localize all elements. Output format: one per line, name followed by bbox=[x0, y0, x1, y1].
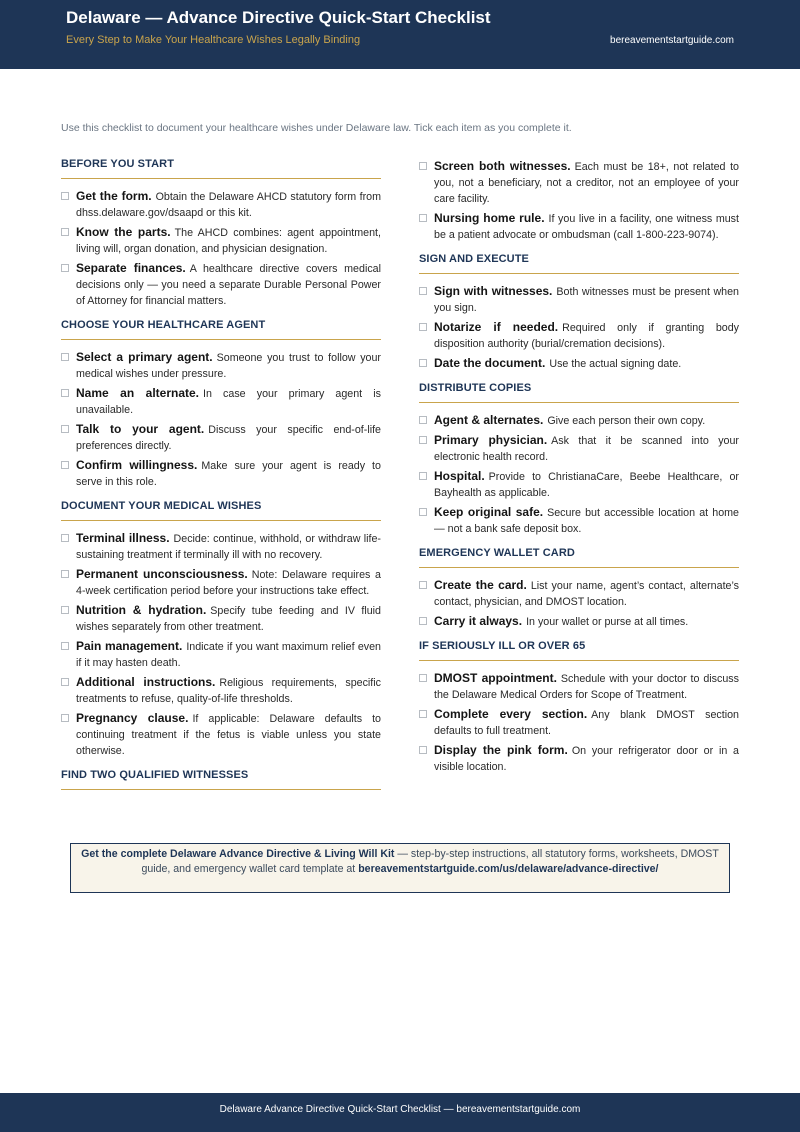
checkbox[interactable] bbox=[61, 461, 69, 469]
section-seriously-ill bbox=[419, 640, 739, 775]
item-label: Notarize if needed. bbox=[434, 320, 559, 334]
item-text: In your wallet or purse at all times. bbox=[526, 616, 689, 628]
item-label: Know the parts. bbox=[76, 225, 171, 239]
page-subtitle: Every Step to Make Your Healthcare Wishes Legally Binding bbox=[66, 34, 361, 46]
item-text: Give each person their own copy. bbox=[547, 415, 706, 427]
section-wallet-card bbox=[419, 547, 739, 630]
item-label: Primary physician. bbox=[434, 433, 548, 447]
item-text: Schedule with your doctor to discuss the Delaware Medical Orders for Scope of Treatment. bbox=[434, 673, 739, 701]
section-heading: DOCUMENT YOUR MEDICAL WISHES bbox=[61, 500, 381, 521]
item-label: Create the card. bbox=[434, 578, 527, 592]
item-text: Someone you trust to follow your medical wishes under pressure. bbox=[76, 352, 381, 380]
section-heading: FIND TWO QUALIFIED WITNESSES bbox=[61, 769, 381, 790]
item-text: Both witnesses must be present when you sign. bbox=[434, 286, 739, 314]
checkbox[interactable] bbox=[61, 389, 69, 397]
checkbox[interactable] bbox=[419, 746, 427, 754]
section-witnesses bbox=[61, 769, 381, 790]
item-text: Obtain the Delaware AHCD statutory form from dhss.delaware.gov/dsaapd or this kit. bbox=[76, 191, 381, 219]
checkbox[interactable] bbox=[61, 606, 69, 614]
item-text: Provide to ChristianaCare, Beebe Healthcare, or Bayhealth as applicable. bbox=[434, 471, 739, 499]
item-text: Note: Delaware requires a 4-week certification period before your instructions take effect. bbox=[76, 569, 381, 597]
item-label: Carry it always. bbox=[434, 614, 523, 628]
checkbox[interactable] bbox=[419, 617, 427, 625]
checklist-item-talk-to-your-agent bbox=[61, 421, 381, 454]
checklist-item-nursing-home-rule bbox=[419, 210, 739, 243]
item-label: Nursing home rule. bbox=[434, 211, 545, 225]
checklist-item-display-the-pink-form bbox=[419, 742, 739, 775]
item-label: Screen both witnesses. bbox=[434, 159, 571, 173]
header-banner bbox=[0, 0, 800, 69]
item-text: Religious requirements, specific treatments to refuse, quality-of-life thresholds. bbox=[76, 677, 381, 705]
item-text: If you live in a facility, one witness must be a patient advocate or ombudsman (call 1-800-223-9074). bbox=[434, 213, 739, 241]
item-label: Date the document. bbox=[434, 356, 546, 370]
checklist-item-pregnancy-clause bbox=[61, 710, 381, 759]
checkbox[interactable] bbox=[61, 534, 69, 542]
item-text: Required only if granting body disposition authority (burial/cremation decisions). bbox=[434, 322, 739, 350]
item-text: Each must be 18+, not related to you, not a beneficiary, not a creditor, not an employee of your care facility. bbox=[434, 161, 739, 205]
checkbox[interactable] bbox=[419, 436, 427, 444]
item-text: Specify tube feeding and IV fluid wishes separately from other treatment. bbox=[76, 605, 382, 633]
checkbox[interactable] bbox=[61, 353, 69, 361]
page-footer: Delaware Advance Directive Quick-Start Checklist — bereavementstartguide.com bbox=[0, 1093, 800, 1132]
cta-link[interactable]: bereavementstartguide.com/us/delaware/advance-directive/ bbox=[358, 862, 659, 875]
checklist-item-permanent-unconsciousness bbox=[61, 566, 381, 599]
checklist-item-confirm-willingness bbox=[61, 457, 381, 490]
checklist-item-hospital bbox=[419, 468, 739, 501]
checkbox[interactable] bbox=[419, 508, 427, 516]
item-label: DMOST appointment. bbox=[434, 671, 557, 685]
section-heading: DISTRIBUTE COPIES bbox=[419, 382, 739, 403]
item-label: Get the form. bbox=[76, 189, 152, 203]
checklist-item-primary-physician bbox=[419, 432, 739, 465]
item-text: If applicable: Delaware defaults to continuing treatment if the fetus is viable unless you state otherwise. bbox=[76, 713, 381, 757]
section-sign-execute bbox=[419, 253, 739, 372]
item-text: Discuss your specific end-of-life preferences directly. bbox=[76, 424, 381, 452]
left-column bbox=[61, 158, 381, 799]
checklist-item-terminal-illness bbox=[61, 530, 381, 563]
item-label: Complete every section. bbox=[434, 707, 588, 721]
checklist-item-carry-it-always bbox=[419, 613, 739, 630]
item-label: Name an alternate. bbox=[76, 386, 200, 400]
checklist-item-select-a-primary-agent bbox=[61, 349, 381, 382]
item-label: Talk to your agent. bbox=[76, 422, 205, 436]
item-text: Ask that it be scanned into your electronic health record. bbox=[434, 435, 739, 463]
checkbox[interactable] bbox=[419, 710, 427, 718]
item-label: Confirm willingness. bbox=[76, 458, 198, 472]
section-heading: EMERGENCY WALLET CARD bbox=[419, 547, 739, 568]
checkbox[interactable] bbox=[419, 323, 427, 331]
checklist-item-keep-original-safe bbox=[419, 504, 739, 537]
checkbox[interactable] bbox=[61, 678, 69, 686]
checkbox[interactable] bbox=[419, 416, 427, 424]
checklist-item-date-the-document bbox=[419, 355, 739, 372]
intro-text: Use this checklist to document your healthcare wishes under Delaware law. Tick each item as you complete it. bbox=[61, 122, 572, 134]
section-witnesses-continued bbox=[419, 158, 739, 243]
item-label: Additional instructions. bbox=[76, 675, 216, 689]
cta-title: Get the complete Delaware Advance Directive & Living Will Kit bbox=[81, 848, 395, 860]
section-distribute-copies bbox=[419, 382, 739, 537]
item-label: Terminal illness. bbox=[76, 531, 170, 545]
checklist-item-screen-both-witnesses bbox=[419, 158, 739, 207]
checklist-item-know-the-parts bbox=[61, 224, 381, 257]
checklist-item-sign-with-witnesses bbox=[419, 283, 739, 316]
section-heading: SIGN AND EXECUTE bbox=[419, 253, 739, 274]
checklist-item-separate-finances bbox=[61, 260, 381, 309]
item-text: Decide: continue, withhold, or withdraw life-sustaining treatment if terminally ill with no recovery. bbox=[76, 533, 381, 561]
checkbox[interactable] bbox=[61, 425, 69, 433]
item-label: Display the pink form. bbox=[434, 743, 568, 757]
checklist-item-create-the-card bbox=[419, 577, 739, 610]
item-text: Indicate if you want maximum relief even if it may hasten death. bbox=[76, 641, 381, 669]
checklist-item-pain-management bbox=[61, 638, 381, 671]
item-label: Pregnancy clause. bbox=[76, 711, 189, 725]
item-label: Hospital. bbox=[434, 469, 485, 483]
item-text: A healthcare directive covers medical decisions only — you need a separate Durable Personal Power of Attorney for financial matters. bbox=[76, 263, 381, 307]
item-text: Secure but accessible location at home — not a bank safe deposit box. bbox=[434, 507, 740, 535]
checklist-item-additional-instructions bbox=[61, 674, 381, 707]
item-text: List your name, agent’s contact, alternate’s contact, physician, and DMOST location. bbox=[434, 580, 740, 608]
checkbox[interactable] bbox=[419, 359, 427, 367]
section-heading: IF SERIOUSLY ILL OR OVER 65 bbox=[419, 640, 739, 661]
section-before-you-start bbox=[61, 158, 381, 309]
item-label: Agent & alternates. bbox=[434, 413, 544, 427]
right-column bbox=[419, 158, 739, 778]
checklist-item-complete-every-section bbox=[419, 706, 739, 739]
item-text: The AHCD combines: agent appointment, living will, organ donation, and physician designation. bbox=[76, 227, 381, 255]
checklist-item-dmost-appointment bbox=[419, 670, 739, 703]
checkbox[interactable] bbox=[419, 214, 427, 222]
checklist-item-name-an-alternate bbox=[61, 385, 381, 418]
item-label: Sign with witnesses. bbox=[434, 284, 553, 298]
item-label: Select a primary agent. bbox=[76, 350, 213, 364]
checkbox[interactable] bbox=[419, 581, 427, 589]
item-text: Use the actual signing date. bbox=[549, 358, 682, 370]
checkbox[interactable] bbox=[61, 714, 69, 722]
checkbox[interactable] bbox=[61, 228, 69, 236]
item-label: Keep original safe. bbox=[434, 505, 544, 519]
item-text: On your refrigerator door or in a visible location. bbox=[434, 745, 739, 773]
checklist-item-agent-alternates bbox=[419, 412, 739, 429]
header-site-link[interactable]: bereavementstartguide.com bbox=[610, 35, 734, 46]
item-text: In case your primary agent is unavailable. bbox=[76, 388, 381, 416]
checkbox[interactable] bbox=[419, 472, 427, 480]
page-title: Delaware — Advance Directive Quick-Start Checklist bbox=[66, 8, 491, 27]
checkbox[interactable] bbox=[61, 570, 69, 578]
checklist-item-nutrition-hydration bbox=[61, 602, 381, 635]
checkbox[interactable] bbox=[61, 642, 69, 650]
checkbox[interactable] bbox=[419, 162, 427, 170]
item-label: Nutrition & hydration. bbox=[76, 603, 207, 617]
item-text: Make sure your agent is ready to serve in this role. bbox=[76, 460, 381, 488]
checkbox[interactable] bbox=[61, 192, 69, 200]
section-heading: CHOOSE YOUR HEALTHCARE AGENT bbox=[61, 319, 381, 340]
item-label: Separate finances. bbox=[76, 261, 186, 275]
kit-callout-box bbox=[70, 843, 730, 893]
checkbox[interactable] bbox=[419, 287, 427, 295]
checklist-item-get-the-form bbox=[61, 188, 381, 221]
item-label: Pain management. bbox=[76, 639, 183, 653]
section-medical-wishes bbox=[61, 500, 381, 759]
checklist-item-notarize-if-needed bbox=[419, 319, 739, 352]
section-heading: BEFORE YOU START bbox=[61, 158, 381, 179]
section-choose-agent bbox=[61, 319, 381, 490]
item-text: Any blank DMOST section defaults to full treatment. bbox=[434, 709, 739, 737]
item-label: Permanent unconsciousness. bbox=[76, 567, 248, 581]
cta-text: — step-by-step instructions, all statutory forms, worksheets, DMOST guide, and emergency wallet card template at bbox=[141, 848, 719, 875]
checkbox[interactable] bbox=[61, 264, 69, 272]
checkbox[interactable] bbox=[419, 674, 427, 682]
